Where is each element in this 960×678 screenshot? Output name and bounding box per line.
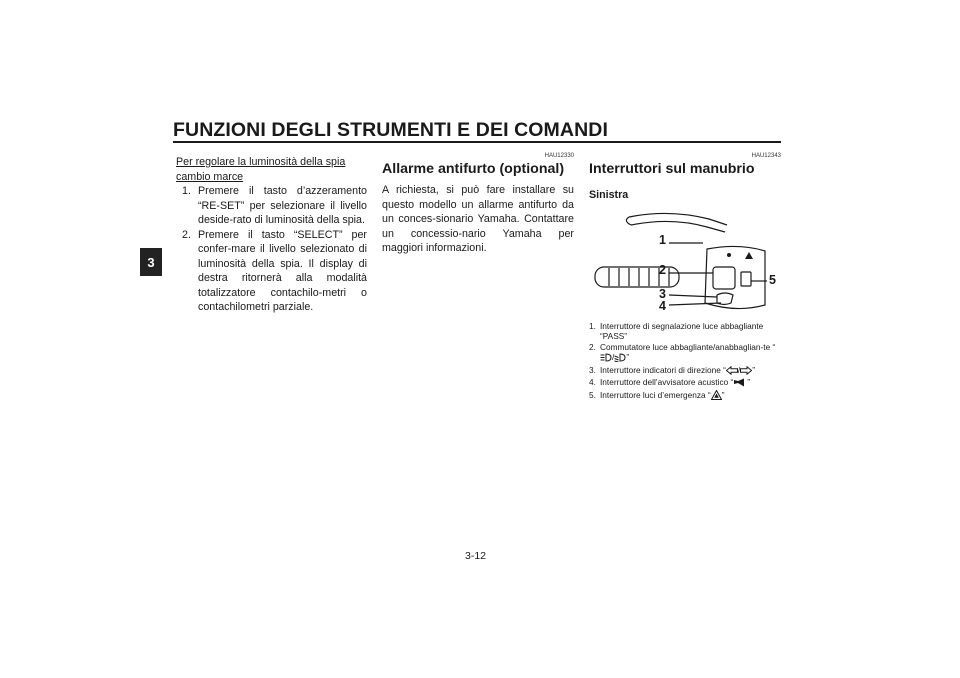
- caption-number: 1.: [589, 320, 596, 331]
- low-beam-icon: [614, 353, 626, 365]
- caption-suffix: ”: [752, 364, 755, 375]
- callout-3: 3: [659, 286, 666, 301]
- caption-number: 5.: [589, 389, 596, 400]
- handlebar-switch-figure: [589, 205, 781, 315]
- hazard-icon: [711, 390, 722, 403]
- step-item: [176, 228, 367, 315]
- caption-text: Interruttore di segnalazione luce abbagliante “PASS”: [600, 320, 764, 341]
- caption-item: 2. Commutatore luce abbagliante/anabbaglian-te “/ ”: [589, 342, 781, 365]
- caption-suffix: ”: [747, 377, 751, 387]
- reference-code: HAU12343: [751, 153, 781, 159]
- callout-5: 5: [769, 272, 776, 287]
- reference-code: HAU12330: [544, 153, 574, 159]
- caption-text: Commutatore luce abbagliante/anabbaglian-te “: [600, 341, 776, 352]
- column-alarm: [382, 152, 574, 256]
- caption-suffix: ”: [721, 389, 725, 400]
- figure-captions: [589, 321, 781, 403]
- chapter-tab: 3: [140, 248, 162, 276]
- handlebar-illustration: [589, 205, 781, 315]
- step-number: 2.: [182, 228, 191, 241]
- callout-4: 4: [659, 298, 666, 313]
- section-title: Allarme antifurto (optional): [382, 161, 565, 177]
- callout-1: 1: [659, 232, 666, 247]
- caption-number: 4.: [589, 377, 596, 387]
- caption-item: [589, 390, 781, 403]
- turn-right-icon: [740, 366, 752, 378]
- step-item: [176, 184, 367, 228]
- caption-text: Interruttore dell’avvisatore acustico “: [600, 377, 734, 387]
- title-rule: [173, 141, 781, 143]
- caption-item: [589, 321, 781, 342]
- turn-left-icon: [726, 366, 738, 378]
- caption-number: 3.: [589, 364, 596, 375]
- callout-2: 2: [659, 262, 666, 277]
- horn-icon: [733, 378, 747, 390]
- caption-item: 3. Interruttore indicatori di direzione “ / ”: [589, 365, 781, 378]
- brightness-subheading: Per regolare la luminosità della spia cambio marce: [176, 156, 346, 183]
- page-number: 3-12: [465, 550, 487, 562]
- left-side-subheading: Sinistra: [589, 189, 629, 201]
- step-text: Premere il tasto d’azzeramento “RE-SET” per selezionare il livello deside-rato di luminosità della spia.: [198, 185, 367, 226]
- page-title: FUNZIONI DEGLI STRUMENTI E DEI COMANDI: [173, 119, 608, 141]
- caption-text: Interruttore indicatori di direzione “: [600, 364, 726, 375]
- high-beam-icon: [600, 353, 612, 365]
- caption-item: [589, 377, 781, 390]
- caption-suffix: ”: [626, 352, 630, 362]
- caption-text: Interruttore luci d’emergenza “: [600, 389, 711, 400]
- brightness-steps: [176, 184, 367, 315]
- section-title: Interruttori sul manubrio: [589, 161, 755, 177]
- caption-number: 2.: [589, 341, 596, 352]
- column-brightness: [176, 155, 367, 315]
- alarm-body-text: A richiesta, si può fare installare su questo modello un allarme antifurto da un conces-sionario Yamaha. Contattare un concessio-nario Yamaha per maggiori informazioni.: [382, 184, 574, 254]
- step-text: Premere il tasto “SELECT” per confer-mare il livello selezionato di luminosità della spia. Il display di destra ritornerà alla modalità totalizzatore contachilo-metri o contachilometri parziale.: [198, 228, 367, 313]
- column-handlebar-switches: [589, 152, 781, 402]
- step-number: 1.: [182, 185, 191, 197]
